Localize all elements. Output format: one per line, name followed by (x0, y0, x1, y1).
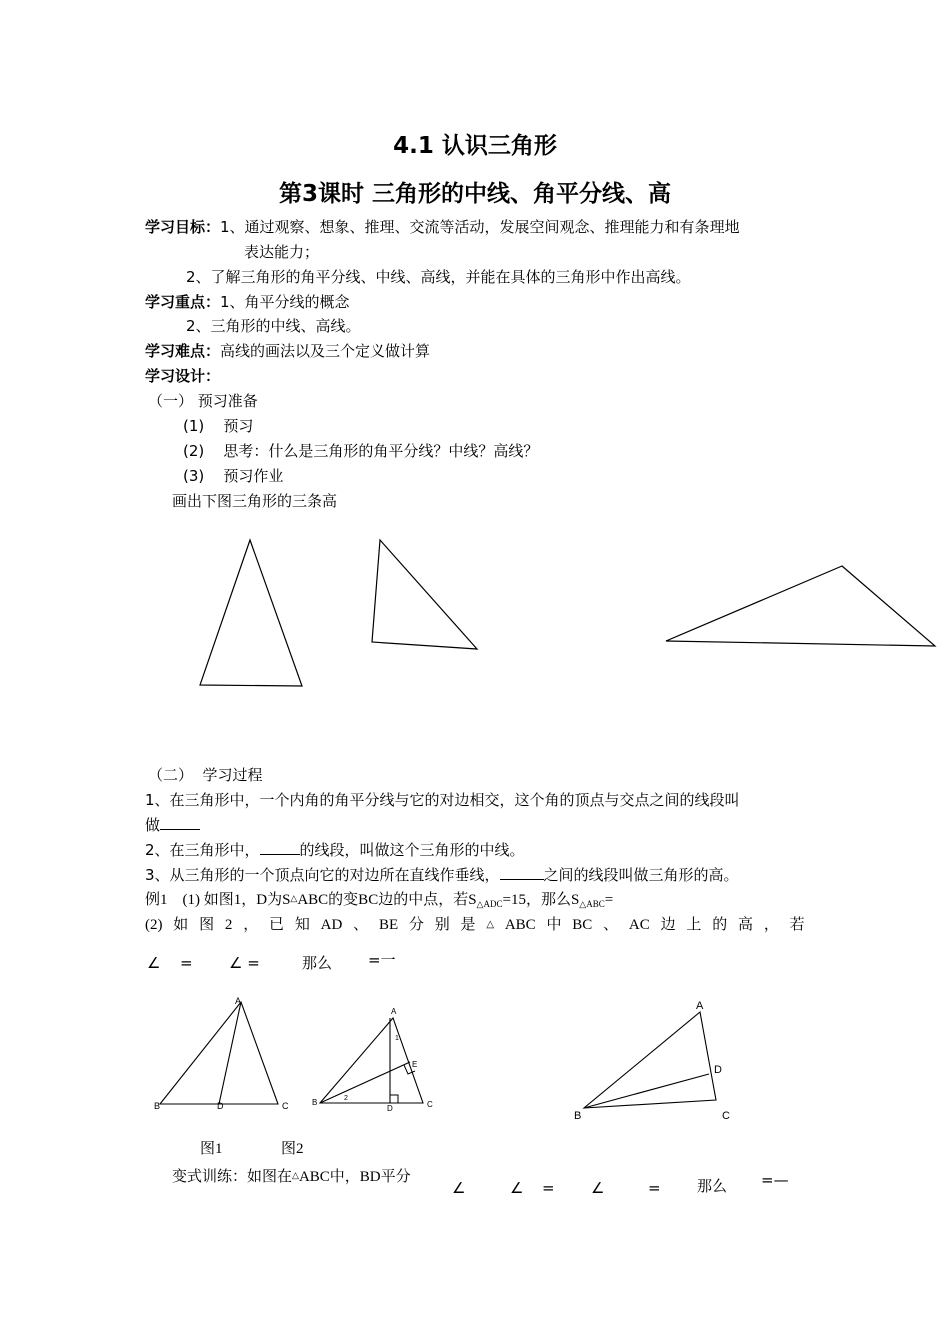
fig2-altitude-be (320, 1062, 410, 1103)
goals-item1-line1: 1、通过观察、想象、推理、交流等活动，发展空间观念、推理能力和有条理地 (220, 218, 740, 236)
fig3-label-c: C (722, 1110, 730, 1122)
q3-line (145, 865, 739, 885)
triangle-obtuse (666, 566, 935, 646)
prep-task: 画出下图三角形的三条高 (172, 492, 338, 510)
ex2-w16: BC (572, 917, 593, 933)
fig3-label-b: B (574, 1110, 582, 1122)
ex2-w10: 分 (408, 917, 424, 933)
fig3-bisector-bd (584, 1074, 709, 1108)
fig2-label-b: B (312, 1098, 318, 1107)
goals-item1-line2: 表达能力； (244, 243, 320, 261)
figure-3 (574, 1000, 730, 1122)
fig1-label-b: B (154, 1101, 161, 1111)
triangle-acute (200, 540, 302, 686)
example1-line (145, 890, 613, 911)
fig2-caption: 图2 (281, 1141, 304, 1157)
ex1-pre: 例1 (1) 如图1，D为S (145, 892, 291, 908)
fig3-triangle (584, 1012, 716, 1108)
fig2-label-d: D (387, 1104, 393, 1113)
fig2-right-angle-d (390, 1095, 398, 1103)
ex2-w18: AC (628, 917, 650, 933)
ex1-mid: ABC的变BC边的中点，若S (297, 892, 477, 908)
q2-pre: 2、在三角形中， (145, 841, 260, 859)
goals-line1 (145, 217, 740, 237)
ex2-w11: 别 (434, 917, 450, 933)
prep-item-3: (3) 预习作业 (183, 467, 284, 485)
figure-2 (312, 1007, 433, 1113)
q3-blank[interactable] (500, 865, 544, 880)
q2-line (145, 840, 525, 860)
fig3-label-d: D (714, 1064, 722, 1076)
key-points-item2: 2、三角形的中线、高线。 (186, 317, 361, 335)
ex2-w23: ， (763, 917, 779, 933)
q1-blank[interactable] (160, 815, 200, 830)
ex2-w7: AD (320, 917, 343, 933)
variant-tail-3: ∠ (591, 1179, 605, 1197)
fig2-label-1: 1 (395, 1035, 399, 1042)
page-subtitle: 第3课时 三角形的中线、角平分线、高 (278, 181, 671, 207)
ex1-sub1: △ADC (476, 899, 503, 909)
variant-tri: △ (292, 1170, 299, 1180)
q2-post: 的线段，叫做这个三角形的中线。 (299, 841, 525, 859)
ex2-line2-angle2: ∠ = (229, 954, 260, 972)
difficulty-label: 学习难点： (145, 342, 221, 360)
ex2-line2-eq2: =一 (368, 951, 396, 969)
variant-tail-0: ∠ (452, 1179, 466, 1197)
ex2-w2: 图 (199, 917, 215, 933)
q1-line2 (145, 815, 200, 835)
key-points-line1 (145, 292, 350, 312)
variant-post: ABC中，BD平分 (298, 1169, 411, 1185)
ex1-tri: △ (290, 893, 298, 903)
ex2-w17: 、 (603, 917, 619, 933)
fig1-caption: 图1 (200, 1141, 223, 1157)
ex2-w9: BE (378, 917, 399, 933)
process-heading: （二） 学习过程 (148, 766, 263, 784)
page-title: 4.1 认识三角形 (393, 133, 557, 159)
variant-tail-4: = (648, 1179, 661, 1197)
variant-line (172, 1166, 411, 1188)
q1-line2-text: 做 (145, 816, 161, 834)
ex2-w13: △ (486, 919, 495, 930)
q3-pre: 3、从三角形的一个顶点向它的对边所在直线作垂线， (145, 866, 500, 884)
q1-line1: 1、在三角形中，一个内角的角平分线与它的对边相交，这个角的顶点与交点之间的线段叫 (145, 791, 740, 809)
prep-item-2: (2) 思考：什么是三角形的角平分线？中线？高线？ (183, 442, 539, 460)
figure-1 (154, 996, 289, 1111)
goals-item2: 2、了解三角形的角平分线、中线、高线，并能在具体的三角形中作出高线。 (186, 268, 691, 286)
fig2-label-e: E (412, 1060, 418, 1069)
difficulty-text: 高线的画法以及三个定义做计算 (220, 342, 431, 360)
fig2-triangle (320, 1018, 423, 1103)
fig1-label-c: C (282, 1101, 289, 1111)
variant-tail-2: = (542, 1179, 555, 1197)
goals-label: 学习目标： (145, 218, 221, 236)
ex2-w21: 的 (712, 917, 728, 933)
ex2-w15: 中 (546, 917, 562, 933)
ex1-mid2: =15，那么S (502, 892, 580, 908)
fig2-label-a: A (391, 1007, 397, 1016)
ex2-w22: 高 (738, 917, 754, 933)
ex2-w20: 上 (686, 917, 702, 933)
prep-heading: （一） 预习准备 (148, 392, 258, 410)
ex2-w12: 是 (460, 917, 476, 933)
triangle-right-ish (372, 540, 477, 649)
q2-blank[interactable] (260, 840, 300, 855)
ex2-w6: 知 (294, 917, 310, 933)
fig2-label-2: 2 (344, 1095, 348, 1102)
ex2-line2-eq1: = (180, 954, 193, 972)
fig3-label-a: A (696, 1000, 704, 1012)
ex2-w14: ABC (504, 917, 536, 933)
variant-tail-1: ∠ (510, 1179, 524, 1197)
variant-pre: 变式训练：如图在 (172, 1167, 293, 1185)
fig1-median-ad (219, 1002, 241, 1104)
fig1-label-d: D (217, 1101, 224, 1111)
key-points-item1: 1、角平分线的概念 (220, 293, 350, 311)
ex2-w1: 如 (173, 917, 189, 933)
fig1-triangle (160, 1002, 278, 1104)
ex2-w19: 边 (660, 917, 676, 933)
ex1-end: = (604, 892, 614, 908)
design-label: 学习设计： (145, 367, 221, 385)
ex2-line2-then: 那么 (302, 954, 333, 972)
fig2-label-c: C (427, 1100, 433, 1109)
example2-line (145, 915, 805, 935)
key-points-label: 学习重点： (145, 293, 221, 311)
ex2-w0: (2) (145, 917, 163, 933)
ex2-w3: 2 (224, 917, 233, 933)
ex2-w5: 已 (269, 917, 285, 933)
prep-triangles (0, 530, 950, 700)
variant-tail-6: =— (761, 1171, 789, 1189)
ex2-w8: 、 (353, 917, 369, 933)
ex2-w4: ， (243, 917, 259, 933)
example-figures (0, 990, 950, 1130)
variant-tail-5: 那么 (697, 1177, 728, 1195)
ex1-sub2: △ABC (579, 899, 605, 909)
difficulty-line (145, 341, 430, 361)
fig1-label-a: A (235, 996, 242, 1006)
q3-post: 之间的线段叫做三角形的高。 (543, 866, 739, 884)
ex2-line2-angle1: ∠ (147, 954, 161, 972)
prep-item-1: (1) 预习 (183, 417, 254, 435)
ex2-w24: 若 (789, 917, 805, 933)
